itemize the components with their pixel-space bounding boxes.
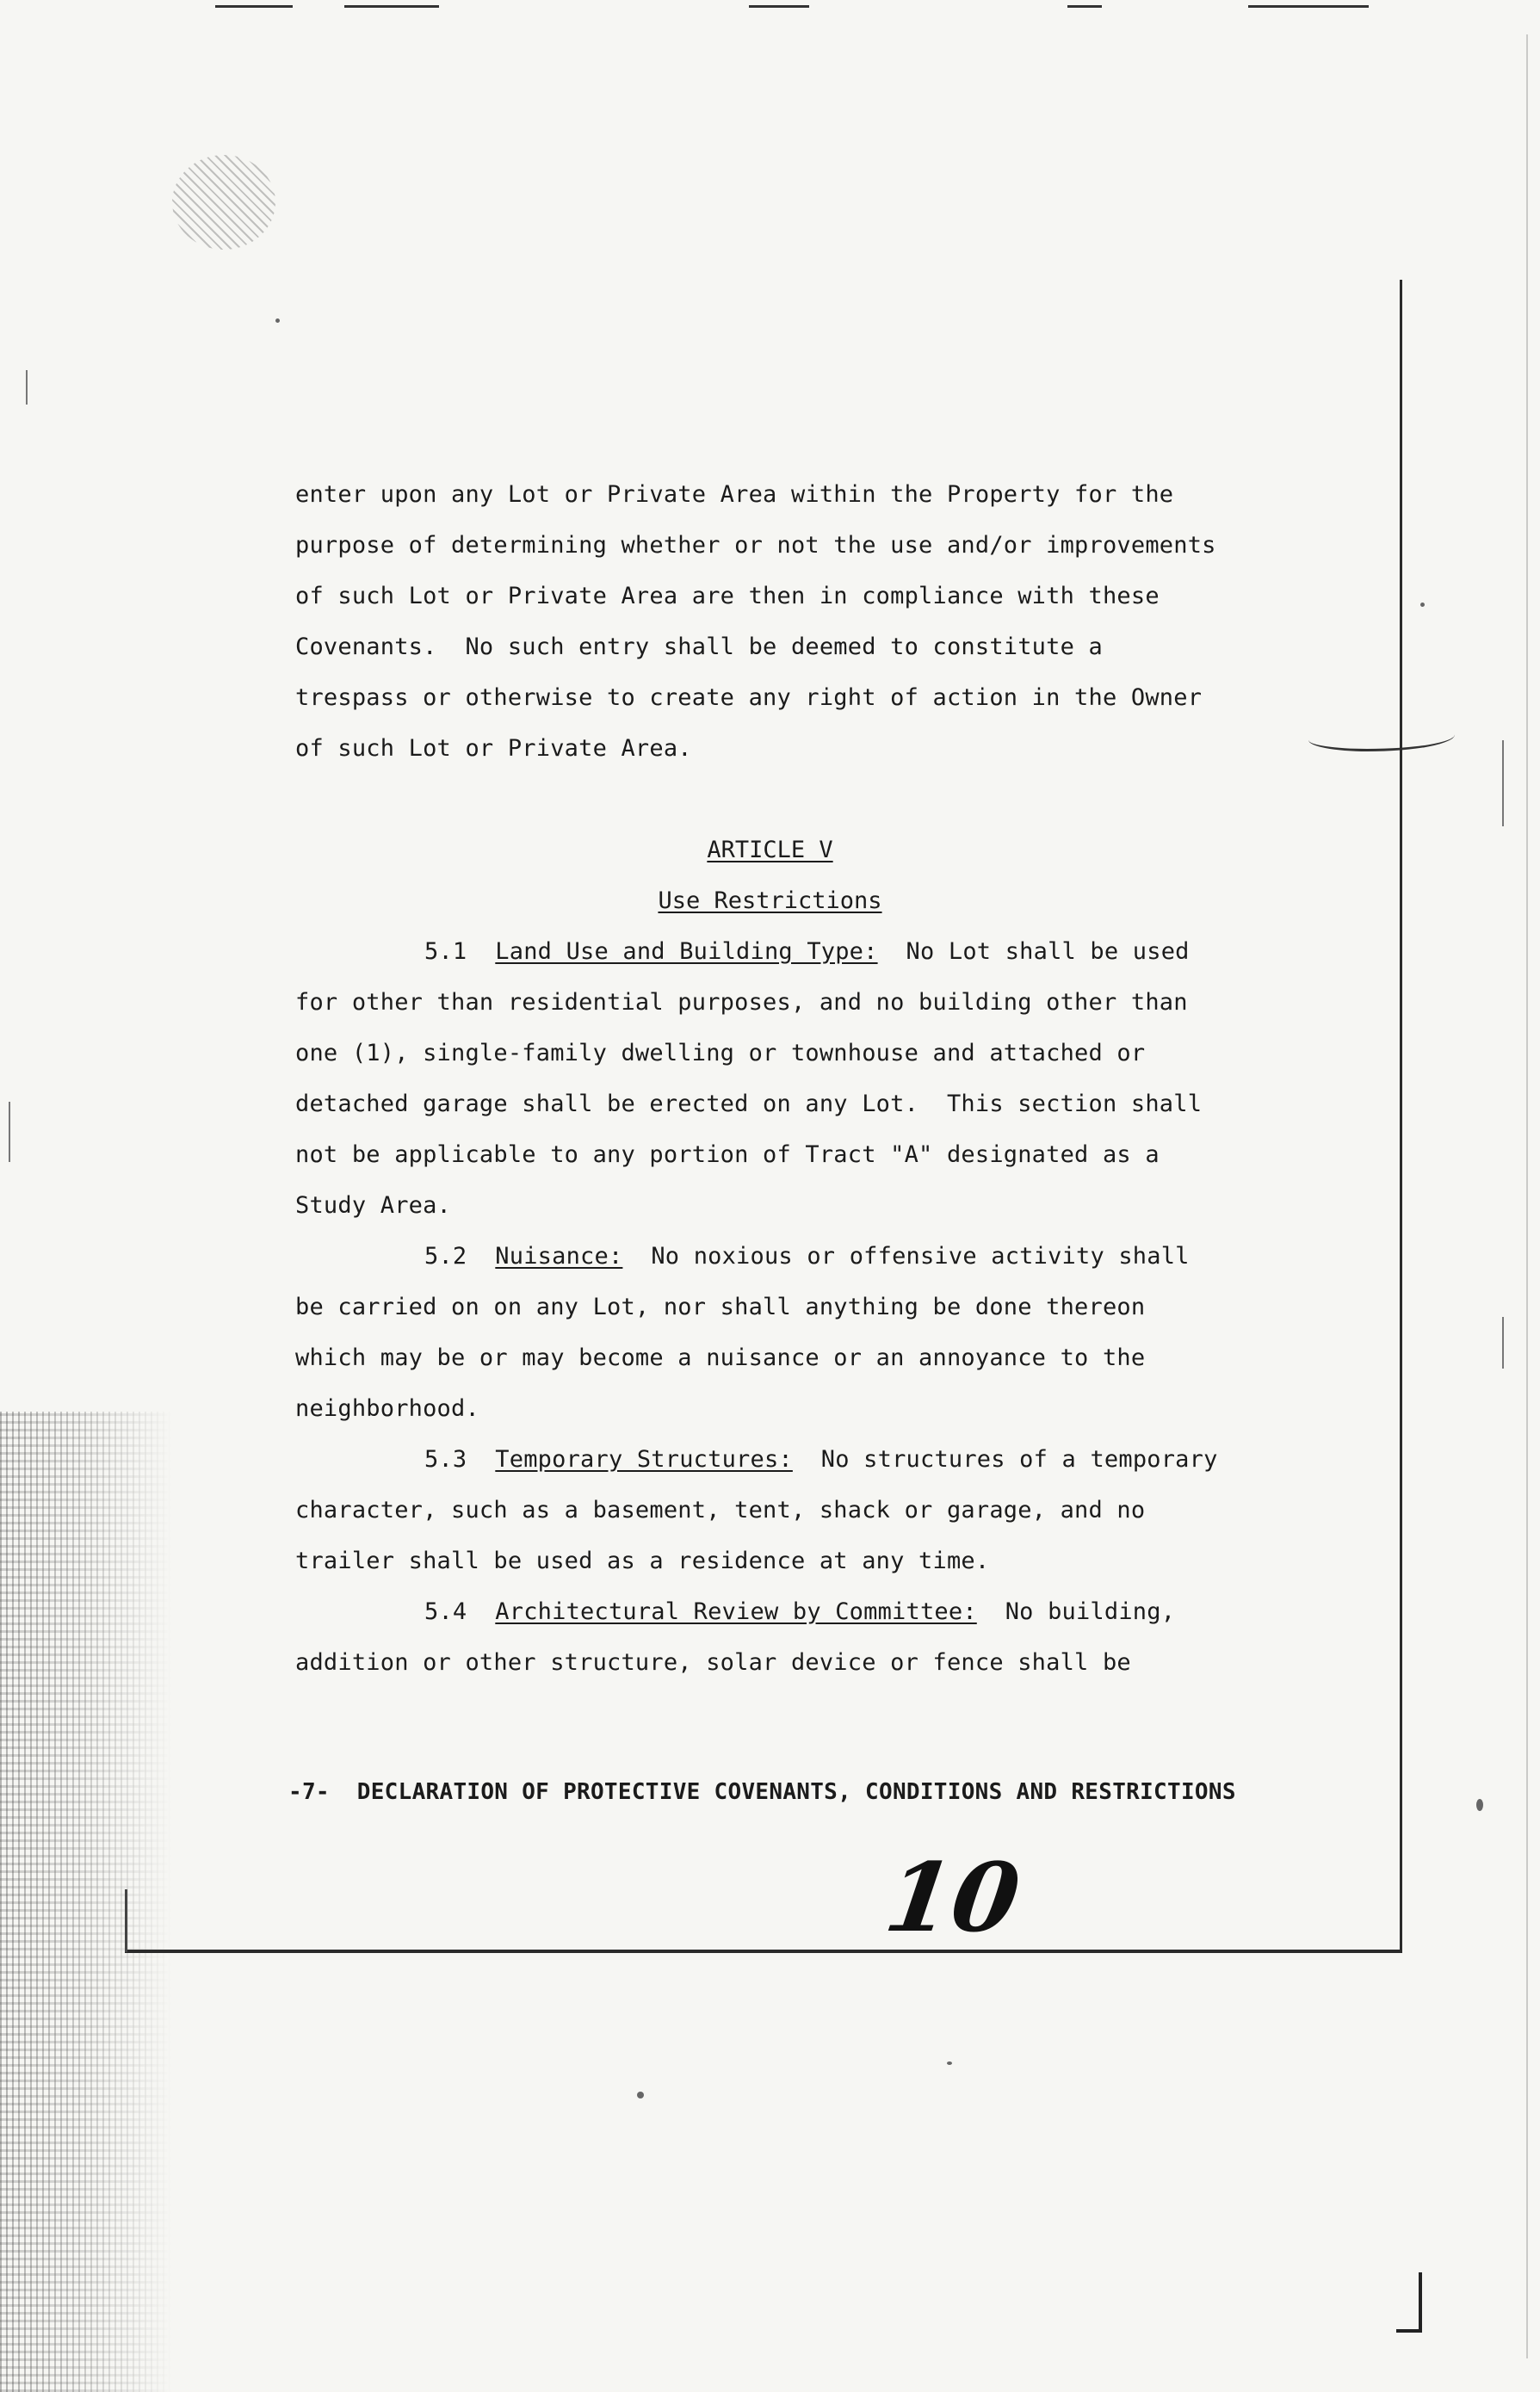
paragraph-line: Covenants. No such entry shall be deemed to constitute a: [295, 634, 1103, 660]
scan-artifact: [215, 5, 293, 8]
paragraph-line: for other than residential purposes, and no building other than: [295, 989, 1188, 1016]
paragraph-line: not be applicable to any portion of Tract "A" designated as a: [295, 1141, 1160, 1168]
paragraph-line: trailer shall be used as a residence at any time.: [295, 1548, 990, 1574]
scan-smudge: [172, 155, 275, 250]
scan-artifact: [1502, 1317, 1504, 1369]
paragraph-line: character, such as a basement, tent, shack or garage, and no: [295, 1497, 1146, 1524]
scan-artifact: [1476, 1799, 1483, 1811]
scan-artifact: [749, 5, 809, 8]
paragraph-line: which may be or may become a nuisance or an annoyance to the: [295, 1344, 1146, 1371]
handwritten-page-number: 10: [878, 1842, 1027, 1953]
scan-noise-left: [0, 1412, 172, 2392]
paragraph-line: trespass or otherwise to create any right of action in the Owner: [295, 684, 1203, 711]
scan-artifact: [1067, 5, 1102, 8]
scan-artifact: [1502, 740, 1504, 826]
section-heading: Nuisance:: [495, 1243, 623, 1270]
scan-artifact: [26, 370, 28, 405]
scan-edge: [1526, 34, 1528, 2358]
article-title: Use Restrictions: [658, 887, 882, 914]
scan-artifact: [9, 1102, 10, 1162]
scan-artifact: [1248, 5, 1369, 8]
corner-bracket-mark: [1396, 2329, 1422, 2333]
paragraph-line: one (1), single-family dwelling or townhouse and attached or: [295, 1040, 1146, 1066]
section-number: 5.4: [424, 1598, 467, 1625]
section-5-3-heading-line: 5.3 Temporary Structures: No structures of a temporary: [424, 1446, 1218, 1473]
paragraph-line: neighborhood.: [295, 1395, 479, 1422]
page-frame-bottom: [125, 1950, 1402, 1953]
section-5-1-heading-line: 5.1 Land Use and Building Type: No Lot shall be used: [424, 938, 1190, 965]
page-frame-left: [125, 1889, 127, 1952]
corner-bracket-mark: [1419, 2272, 1422, 2333]
scan-artifact: [1420, 603, 1425, 607]
section-heading: Architectural Review by Committee:: [495, 1598, 977, 1625]
scan-artifact: [344, 5, 439, 8]
paragraph-line: of such Lot or Private Area.: [295, 735, 692, 762]
section-number: 5.2: [424, 1243, 467, 1270]
paragraph-line: detached garage shall be erected on any Lot. This section shall: [295, 1091, 1203, 1117]
paragraph-line: be carried on on any Lot, nor shall anything be done thereon: [295, 1294, 1146, 1320]
paragraph-line: purpose of determining whether or not the use and/or improvements: [295, 532, 1216, 559]
section-number: 5.1: [424, 938, 467, 965]
paragraph-line: addition or other structure, solar device or fence shall be: [295, 1649, 1131, 1676]
article-number: ARTICLE V: [707, 837, 833, 863]
section-5-2-heading-line: 5.2 Nuisance: No noxious or offensive activity shall: [424, 1243, 1190, 1270]
scan-artifact: [637, 2092, 644, 2098]
section-heading: Temporary Structures:: [495, 1446, 793, 1473]
page-footer: -7- DECLARATION OF PROTECTIVE COVENANTS, CONDITIONS AND RESTRICTIONS: [288, 1779, 1236, 1805]
paragraph-line: of such Lot or Private Area are then in compliance with these: [295, 583, 1160, 609]
paragraph-line: Study Area.: [295, 1192, 452, 1219]
section-heading: Land Use and Building Type:: [495, 938, 878, 965]
scan-artifact: [947, 2061, 952, 2065]
paragraph-line: enter upon any Lot or Private Area within the Property for the: [295, 481, 1174, 508]
section-5-4-heading-line: 5.4 Architectural Review by Committee: No building,: [424, 1598, 1176, 1625]
scan-artifact: [275, 318, 280, 323]
pen-mark: [1308, 723, 1455, 751]
section-number: 5.3: [424, 1446, 467, 1473]
page-frame-right: [1400, 280, 1402, 1952]
